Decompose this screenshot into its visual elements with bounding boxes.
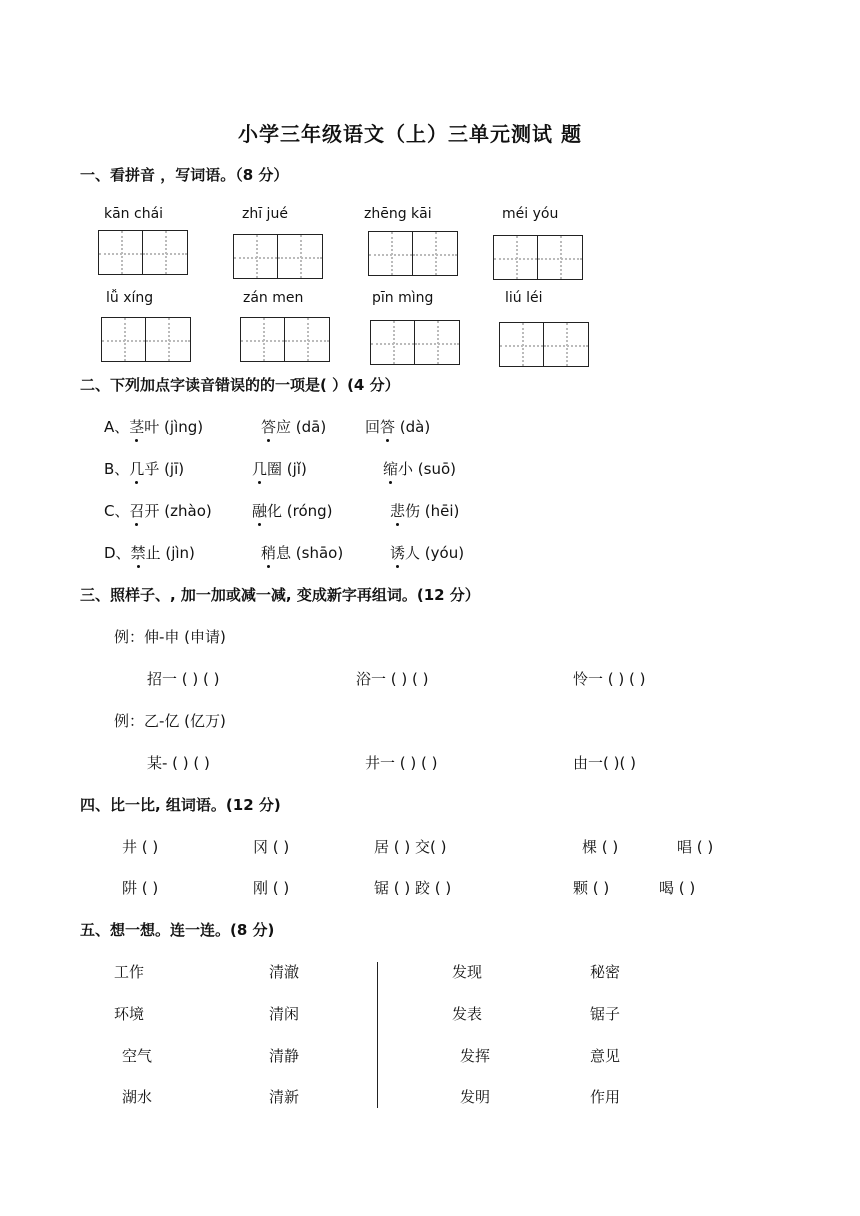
fill-blank[interactable]: 浴一 ( ) ( ) [356,670,429,688]
dotted-char: 融 [252,502,268,520]
dotted-char: 悲 [390,502,406,520]
fill-blank[interactable]: 某- ( ) ( ) [147,754,210,772]
writing-cell[interactable] [499,322,544,367]
writing-cell[interactable] [240,317,285,362]
option-row-b[interactable] [104,458,184,479]
writing-grid[interactable] [101,317,191,362]
dotted-char: 答 [380,418,396,436]
writing-cell[interactable] [538,235,583,280]
pinyin-label: pīn mìng [372,290,434,306]
page-title: 小学三年级语文（上）三单元测试 题 [238,122,582,146]
column-divider [377,962,378,1108]
pinyin-label: zhēng kāi [364,206,432,222]
writing-cell[interactable] [415,320,460,365]
match-word[interactable]: 意见 [590,1047,621,1065]
option-label: D、 [104,544,131,562]
option-item [383,458,456,479]
writing-cell[interactable] [413,231,458,276]
option-text: 止 (jìn) [145,544,195,562]
option-text: 小 (suō) [398,460,456,478]
pinyin-label: zán men [243,290,304,306]
pinyin-label: méi yóu [502,206,559,222]
option-text: 化 (róng) [267,502,333,520]
match-word[interactable]: 发挥 [460,1047,491,1065]
writing-grid[interactable] [233,234,323,279]
option-label: A、 [104,418,130,436]
pinyin-label: liú léi [505,290,543,306]
dotted-char: 茎 [129,418,145,436]
option-item [252,458,307,479]
writing-grid[interactable] [98,230,188,275]
option-text: 圈 (jǐ) [267,460,307,478]
writing-cell[interactable] [98,230,143,275]
option-item [365,416,430,437]
option-row-a[interactable] [104,416,203,437]
match-word[interactable]: 空气 [122,1047,153,1065]
fill-blank[interactable]: 刚 ( ) [253,879,290,897]
dotted-char: 禁 [130,544,146,562]
writing-cell[interactable] [370,320,415,365]
pinyin-label: lǚ xíng [106,290,154,306]
fill-blank[interactable]: 怜一 ( ) ( ) [573,670,646,688]
writing-grid[interactable] [370,320,460,365]
writing-cell[interactable] [285,317,330,362]
match-word[interactable]: 清闲 [269,1005,300,1023]
fill-blank[interactable]: 居 ( ) 交( ) [374,838,447,856]
writing-cell[interactable] [143,230,188,275]
option-text: 乎 (jī) [144,460,185,478]
writing-cell[interactable] [544,322,589,367]
option-label: B、 [104,460,130,478]
section-3-heading: 三、照样子、, 加一加或减一减, 变成新字再组词。(12 分） [80,586,480,604]
match-word[interactable]: 工作 [114,963,145,981]
option-item [261,542,343,563]
fill-blank[interactable]: 颗 ( ) [573,879,610,897]
fill-blank[interactable]: 棵 ( ) [582,838,619,856]
writing-cell[interactable] [146,317,191,362]
option-text: 伤 (hēi) [405,502,460,520]
match-word[interactable]: 环境 [114,1005,145,1023]
match-word[interactable]: 作用 [590,1088,621,1106]
writing-cell[interactable] [278,234,323,279]
dotted-char: 缩 [383,460,399,478]
match-word[interactable]: 清新 [269,1088,300,1106]
fill-blank[interactable]: 由一( )( ) [573,754,636,772]
pinyin-label: zhī jué [242,206,288,222]
match-word[interactable]: 清静 [269,1047,300,1065]
option-text: 回 [365,418,381,436]
option-text: 息 (shāo) [276,544,344,562]
writing-grid[interactable] [493,235,583,280]
pinyin-label: kān chái [104,206,164,222]
option-item [261,416,326,437]
dotted-char: 几 [129,460,145,478]
fill-blank[interactable]: 喝 ( ) [659,879,696,897]
writing-cell[interactable] [493,235,538,280]
writing-grid[interactable] [240,317,330,362]
section-5-heading: 五、想一想。连一连。(8 分) [80,921,275,939]
fill-blank[interactable]: 锯 ( ) 跤 ( ) [374,879,452,897]
option-label: C、 [104,502,130,520]
fill-blank[interactable]: 冈 ( ) [253,838,290,856]
option-row-c[interactable] [104,500,212,521]
section-4-heading: 四、比一比, 组词语。(12 分) [80,796,281,814]
option-item [252,500,333,521]
option-item [390,500,459,521]
match-word[interactable]: 发明 [460,1088,491,1106]
fill-blank[interactable]: 阱 ( ) [122,879,159,897]
fill-blank[interactable]: 招一 ( ) ( ) [147,670,220,688]
dotted-char: 几 [252,460,268,478]
dotted-char: 答 [261,418,277,436]
match-word[interactable]: 清澈 [269,963,300,981]
match-word[interactable]: 湖水 [122,1088,153,1106]
dotted-char: 诱 [390,544,406,562]
writing-grid[interactable] [499,322,589,367]
match-word[interactable]: 锯子 [590,1005,621,1023]
match-word[interactable]: 发现 [452,963,483,981]
option-text: (dà) [395,418,431,436]
example-line: 例：乙-亿 (亿万) [114,712,226,730]
section-1-heading: 一、看拼音 ，写词语。（8 分） [80,166,289,184]
option-text: 叶 (jìng) [144,418,204,436]
option-row-d[interactable] [104,542,195,563]
option-text: 人 (yóu) [405,544,465,562]
fill-blank[interactable]: 井一 ( ) ( ) [365,754,438,772]
dotted-char: 召 [129,502,145,520]
option-text: 应 (dā) [276,418,327,436]
section-2-heading: 二、下列加点字读音错误的的一项是( ）(4 分） [80,376,400,394]
dotted-char: 稍 [261,544,277,562]
fill-blank[interactable]: 井 ( ) [122,838,159,856]
example-line: 例：伸-申 (申请) [114,628,226,646]
option-item [390,542,464,563]
writing-cell[interactable] [233,234,278,279]
fill-blank[interactable]: 唱 ( ) [677,838,714,856]
writing-cell[interactable] [368,231,413,276]
writing-cell[interactable] [101,317,146,362]
match-word[interactable]: 发表 [452,1005,483,1023]
writing-grid[interactable] [368,231,458,276]
option-text: 开 (zhào) [144,502,212,520]
match-word[interactable]: 秘密 [590,963,621,981]
